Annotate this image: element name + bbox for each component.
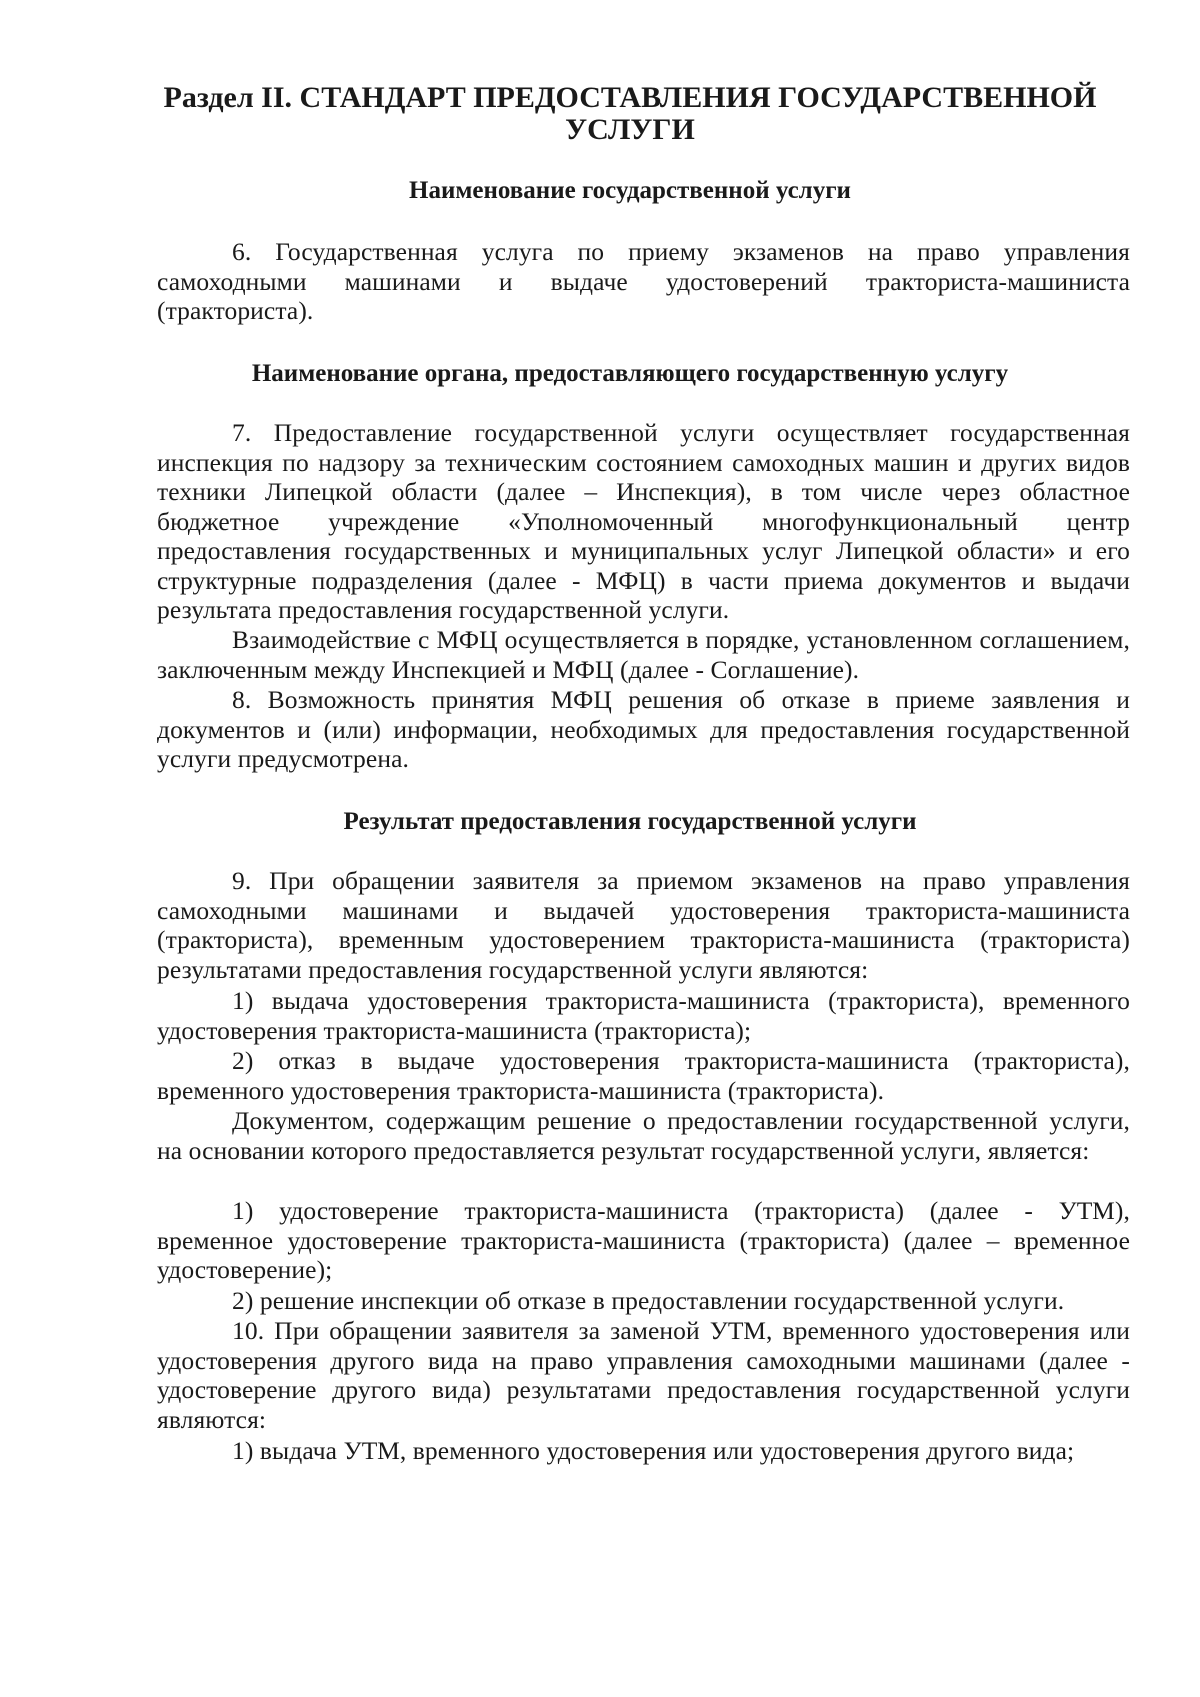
paragraph-7: 7. Предоставление государственной услуги осуществляет государственная инспекция по надзору за техническим состоянием самоходных машин и других видов техники Липецкой области (далее – Инспекция), в том числе через областное бюджетное учреждение «Уполномоченный многофункциональный центр предоставления государственных и муниципальных услуг Липецкой области» и его структурные подразделения (далее - МФЦ) в части приема документов и выдачи результата предоставления государственной услуги. xyxy=(157,418,1130,624)
paragraph-8: 8. Возможность принятия МФЦ решения об отказе в приеме заявления и документов и (или) информации, необходимых для предоставления государственной услуги предусмотрена. xyxy=(157,685,1130,773)
paragraph-9-item-1: 1) выдача удостоверения тракториста-машиниста (тракториста), временного удостоверения тракториста-машиниста (тракториста); xyxy=(157,986,1130,1045)
paragraph-9-item-2: 2) отказ в выдаче удостоверения тракториста-машиниста (тракториста), временного удостоверения тракториста-машиниста (тракториста). xyxy=(157,1046,1130,1105)
paragraph-6: 6. Государственная услуга по приему экзаменов на право управления самоходными машинами и выдаче удостоверений тракториста-машиниста (тракториста). xyxy=(157,237,1130,325)
heading-service-result: Результат предоставления государственной услуги xyxy=(343,808,917,835)
paragraph-10-item-1: 1) выдача УТМ, временного удостоверения или удостоверения другого вида; xyxy=(232,1436,1075,1465)
paragraph-mfc-interaction: Взаимодействие с МФЦ осуществляется в порядке, установленном соглашением, заключенным между Инспекцией и МФЦ (далее - Соглашение). xyxy=(157,625,1130,684)
heading-authority-name: Наименование органа, предоставляющего государственную услугу xyxy=(251,360,1009,387)
heading-service-name: Наименование государственной услуги xyxy=(409,177,851,204)
paragraph-10: 10. При обращении заявителя за заменой УТМ, временного удостоверения или удостоверения другого вида на право управления самоходными машинами (далее - удостоверение другого вида) результатами предоставления государственной услуги являются: xyxy=(157,1316,1130,1434)
paragraph-decision-document: Документом, содержащим решение о предоставлении государственной услуги, на основании которого предоставляется результат государственной услуги, является: xyxy=(157,1106,1130,1165)
paragraph-decision-item-2: 2) решение инспекции об отказе в предоставлении государственной услуги. xyxy=(232,1286,1065,1315)
paragraph-9: 9. При обращении заявителя за приемом экзаменов на право управления самоходными машинами и выдачей удостоверения тракториста-машиниста (тракториста), временным удостоверением тракториста-машиниста (тракториста) результатами предоставления государственной услуги являются: xyxy=(157,866,1130,984)
paragraph-decision-item-1: 1) удостоверение тракториста-машиниста (тракториста) (далее - УТМ), временное удостоверение тракториста-машиниста (тракториста) (далее – временное удостоверение); xyxy=(157,1196,1130,1284)
section-title: Раздел II. СТАНДАРТ ПРЕДОСТАВЛЕНИЯ ГОСУДАРСТВЕННОЙ УСЛУГИ xyxy=(163,81,1097,146)
